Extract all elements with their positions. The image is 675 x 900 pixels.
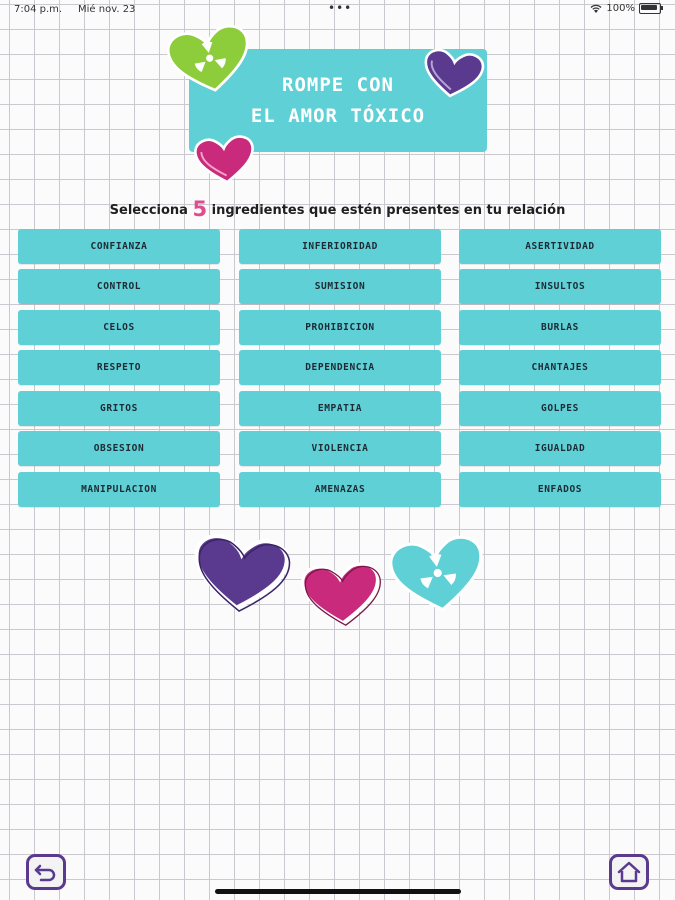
back-arrow-icon xyxy=(34,862,58,882)
title-line-2: EL AMOR TÓXICO xyxy=(250,104,426,127)
option-asertividad[interactable]: ASERTIVIDAD xyxy=(459,229,661,264)
magenta-heart-icon xyxy=(298,560,384,628)
wifi-icon xyxy=(590,4,602,14)
option-violencia[interactable]: VIOLENCIA xyxy=(239,431,441,466)
option-chantajes[interactable]: CHANTAJES xyxy=(459,350,661,385)
home-indicator[interactable] xyxy=(215,889,461,894)
green-heart-icon xyxy=(162,24,258,96)
purple-heart-icon xyxy=(418,48,488,100)
purple-heart-icon xyxy=(188,532,292,614)
status-time: 7:04 p.m. xyxy=(14,4,63,15)
option-celos[interactable]: CELOS xyxy=(18,310,220,345)
option-prohibicion[interactable]: PROHIBICION xyxy=(239,310,441,345)
option-control[interactable]: CONTROL xyxy=(18,269,220,304)
option-confianza[interactable]: CONFIANZA xyxy=(18,229,220,264)
teal-toxic-heart-icon xyxy=(386,534,490,616)
battery-percent: 100% xyxy=(606,3,635,14)
back-button[interactable] xyxy=(26,854,66,890)
option-dependencia[interactable]: DEPENDENCIA xyxy=(239,350,441,385)
instruction-after: ingredientes que estén presentes en tu relación xyxy=(211,203,566,218)
option-gritos[interactable]: GRITOS xyxy=(18,391,220,426)
option-amenazas[interactable]: AMENAZAS xyxy=(239,472,441,507)
option-enfados[interactable]: ENFADOS xyxy=(459,472,661,507)
option-obsesion[interactable]: OBSESION xyxy=(18,431,220,466)
home-button[interactable] xyxy=(609,854,649,890)
title-line-1: ROMPE CON xyxy=(282,73,394,96)
option-insultos[interactable]: INSULTOS xyxy=(459,269,661,304)
option-respeto[interactable]: RESPETO xyxy=(18,350,220,385)
multitask-dots[interactable]: ••• xyxy=(328,1,353,15)
status-right xyxy=(590,3,661,14)
option-golpes[interactable]: GOLPES xyxy=(459,391,661,426)
option-inferioridad[interactable]: INFERIORIDAD xyxy=(239,229,441,264)
option-empatia[interactable]: EMPATIA xyxy=(239,391,441,426)
option-burlas[interactable]: BURLAS xyxy=(459,310,661,345)
battery-icon xyxy=(639,3,661,14)
option-manipulacion[interactable]: MANIPULACION xyxy=(18,472,220,507)
status-bar xyxy=(0,0,675,18)
instruction-before: Selecciona xyxy=(109,203,188,218)
magenta-heart-icon xyxy=(192,134,258,186)
home-icon xyxy=(617,861,641,883)
option-sumision[interactable]: SUMISION xyxy=(239,269,441,304)
instruction-number: 5 xyxy=(192,197,208,221)
instruction-text xyxy=(0,197,675,221)
option-igualdad[interactable]: IGUALDAD xyxy=(459,431,661,466)
status-date: Mié nov. 23 xyxy=(78,4,136,15)
